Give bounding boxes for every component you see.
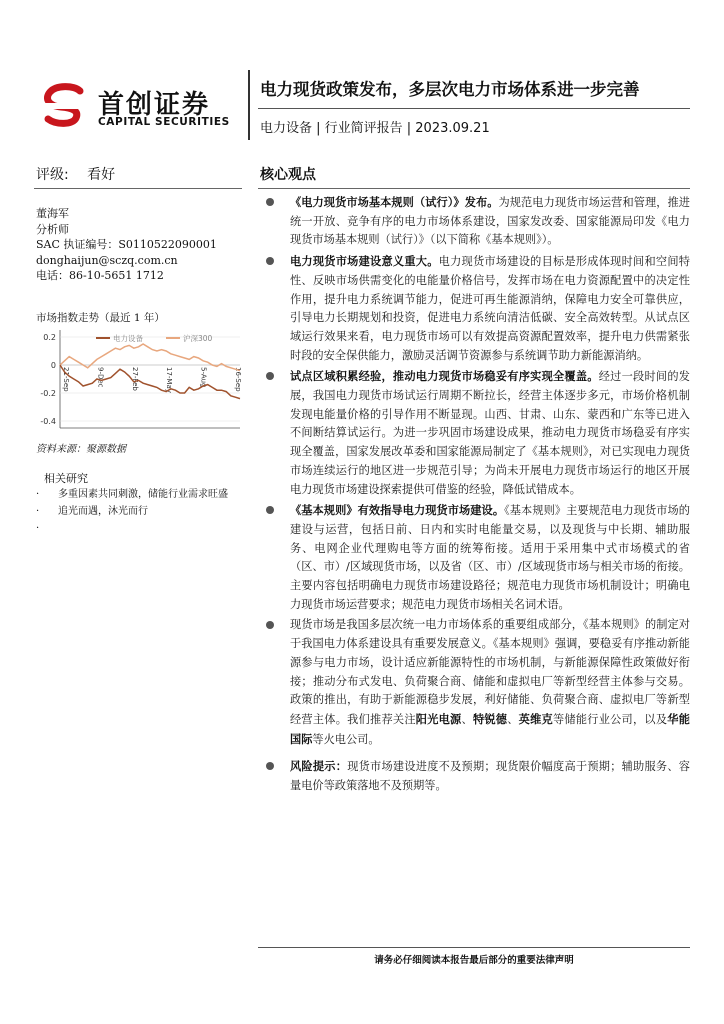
legal-notice: 请务必仔细阅读本报告最后部分的重要法律声明: [374, 955, 574, 966]
chart-y-tick-label: -0.4: [40, 417, 56, 426]
bullet-dot-icon: [266, 372, 274, 380]
analyst-name: 董海军: [36, 207, 69, 220]
chart-x-tick-label: 27-Feb: [130, 367, 139, 391]
bullet-dot-icon: [266, 198, 274, 206]
chart-series-line: [60, 365, 240, 399]
rating: [36, 164, 115, 184]
bullet-dot-icon: [266, 762, 274, 770]
chart-title: 市场指数走势（最近 1 年）: [36, 312, 165, 324]
bullet-lead: 电力现货市场建设意义重大。: [290, 254, 439, 269]
bullet-dot-icon: [266, 506, 274, 514]
rating-label: 评级:: [36, 167, 69, 183]
stock-name: 特锐德: [472, 711, 508, 726]
bullet-lead: 《基本规则》有效指导电力现货市场建设。: [290, 503, 505, 518]
bullet-lead: 风险提示：: [290, 759, 348, 774]
rating-value: 看好: [87, 167, 116, 183]
bullet-lead: 《电力现货市场基本规则（试行）》发布。: [290, 195, 499, 209]
bullet-significance: [262, 252, 690, 365]
bullet-text: 现货市场是我国多层次统一电力市场体系的重要组成部分，《基本规则》的制定对于我国电力体系建设具有重要发展意义。《基本规则》强调，要稳妥有序推动新能源参与电力市场，设计适应新能源特性的市场机制，与新能源保障性政策做好衔接；推动分布式发电、负荷聚合商、储能和虚拟电厂等新型经营主体参与交易。政策的推出，有助于新能源稳步发展，利好储能、负荷聚合商、虚拟电厂等新型经营主体。我们推荐关注: [290, 618, 690, 726]
stock-name: 华能国际: [290, 711, 690, 746]
analyst-email[interactable]: donghaijun@sczq.com.cn: [36, 253, 178, 267]
bullet-dot-icon: [266, 257, 274, 265]
bullet-text-mid: 等储能行业公司，以及: [552, 712, 668, 726]
related-research-title: 相关研究: [44, 472, 88, 485]
bullet-pilot-experience: [262, 367, 690, 499]
chart-series-line: [60, 344, 240, 371]
core-view-bullets: [262, 193, 690, 798]
related-bullet: ·: [36, 523, 40, 534]
footer-divider: [258, 947, 690, 948]
logo-mark-icon: [40, 82, 90, 130]
analyst-phone: 电话：86-10-5651 1712: [36, 269, 164, 282]
chart-x-tick-label: 17-May: [165, 367, 174, 393]
chart-source: 资料来源：聚源数据: [36, 444, 126, 455]
related-item-text[interactable]: 多重因素共同刺激，储能行业需求旺盛: [58, 489, 228, 500]
chart-x-tick-label: 21-Sep: [62, 367, 70, 392]
bullet-text: 现货市场建设进度不及预期；现货限价幅度高于预期；辅助服务、容量电价等政策落地不及预期等。: [290, 760, 690, 793]
chart-legend-label: 电力设备: [113, 334, 143, 343]
analyst-info: [36, 206, 217, 284]
bullet-policy-release: [262, 193, 690, 250]
related-item[interactable]: [36, 488, 246, 502]
bullet-text: 电力现货市场建设的目标是形成体现时间和空间特性、反映市场供需变化的电能量价格信号，发挥市场在电力资源配置中的决定性作用，提升电力系统调节能力，促进可再生能源消纳，保障电力安全可靠供应，引导电力长期规划和投资，促进电力系统向清洁低碳、安全高效转型。从试点区域运行效果来看，电力现货市场可以有效提高资源配置效率，提升电力供需紧张时段的安全保供能力，激励灵活调节资源参与系统调节助力新能源消纳。: [290, 255, 690, 362]
bullet-text-tail: 等火电公司。: [312, 732, 380, 746]
brand-name-cn: 首创证券: [98, 90, 211, 120]
chart-x-tick-label: 9-Dec: [96, 367, 105, 388]
bullet-text: 《基本规则》主要规范电力现货市场的建设与运营，包括日前、日内和实时电能量交易，以及现货与中长期、辅助服务、电网企业代理购电等方面的统筹衔接。适用于采用集中式市场模式的省（区、市）/区域现货市场，以及省（区、市）/区域现货市场与相关市场的衔接。主要内容包括明确电力现货市场建设路径；规范电力现货市场机制设计；明确电力现货市场运营要求；规范电力现货市场相关名词术语。: [290, 504, 690, 611]
chart-y-tick-label: 0: [50, 361, 56, 370]
bullet-basic-rules: [262, 501, 690, 614]
related-bullet: ·: [36, 489, 40, 500]
bullet-text: 为规范电力现货市场运营和管理，推进统一开放、竞争有序的电力市场体系建设，国家发改委、国家能源局印发《电力现货市场基本规则（试行）》（以下简称《基本规则》）。: [290, 196, 690, 247]
stock-name: 英维克: [518, 711, 553, 726]
chart-y-tick-label: 0.2: [43, 333, 56, 342]
chart-x-tick-label: 16-Sep: [234, 367, 242, 392]
core-view-divider: [258, 188, 690, 189]
chart-y-tick-label: -0.2: [40, 389, 56, 398]
analyst-sac: SAC 执证编号：S0110522090001: [36, 238, 217, 251]
chart-x-tick-label: 5-Aug: [199, 367, 208, 388]
title-divider: [258, 108, 690, 109]
brand-logo: [40, 82, 240, 132]
header-divider: [248, 70, 250, 140]
related-bullet: ·: [36, 506, 40, 517]
related-item[interactable]: [36, 505, 246, 519]
rating-divider: [34, 188, 242, 189]
report-meta: 电力设备 | 行业简评报告 | 2023.09.21: [260, 121, 490, 136]
bullet-recommendation: 现货市场是我国多层次统一电力市场体系的重要组成部分，《基本规则》的制定对于我国电力体系建设具有重要发展意义。《基本规则》强调，要稳妥有序推动新能源参与电力市场，设计适应新能源特性的市场机制，与新能源保障性政策做好衔接；推动分布式发电、负荷聚合商、储能和虚拟电厂等新型经营主体参与交易。政策的推出，有助于新能源稳步发展，利好储能、负荷聚合商、虚拟电厂等新型经营主体。我们推荐关注阳光电源、特锐德、英维克等储能行业公司，以及华能国际等火电公司。: [262, 616, 690, 749]
stock-name: 阳光电源: [415, 711, 462, 726]
report-title: 电力现货政策发布，多层次电力市场体系进一步完善: [260, 80, 640, 99]
brand-name-en: CAPITAL SECURITIES: [98, 116, 230, 128]
bullet-risk: [262, 757, 690, 795]
core-view-title: 核心观点: [260, 167, 316, 183]
related-item-text[interactable]: 追光而遇，沐光而行: [58, 506, 148, 517]
related-research-list: [36, 488, 246, 534]
bullet-text: 经过一段时间的发展，我国电力现货市场试运行周期不断拉长，经营主体逐步多元，市场价格机制发现电能量价格的引导作用不断显现。山西、甘肃、山东、蒙西和广东等已进入不间断结算试运行。为进一步巩固市场建设成果，推动电力现货市场稳妥有序实现全覆盖，国家发展改革委和国家能源局制定了《基本规则》，对已实现电力现货市场连续运行的地区进一步规范引导；为尚未开展电力现货市场运行的地区开展电力现货市场建设探索提供可借鉴的经验，降低试错成本。: [290, 370, 690, 496]
bullet-dot-icon: [266, 621, 274, 629]
bullet-lead: 试点区域积累经验，推动电力现货市场稳妥有序实现全覆盖。: [290, 369, 599, 384]
market-index-chart: [34, 324, 246, 434]
chart-legend-label: 沪深300: [183, 334, 213, 343]
analyst-role: 分析师: [36, 222, 69, 236]
